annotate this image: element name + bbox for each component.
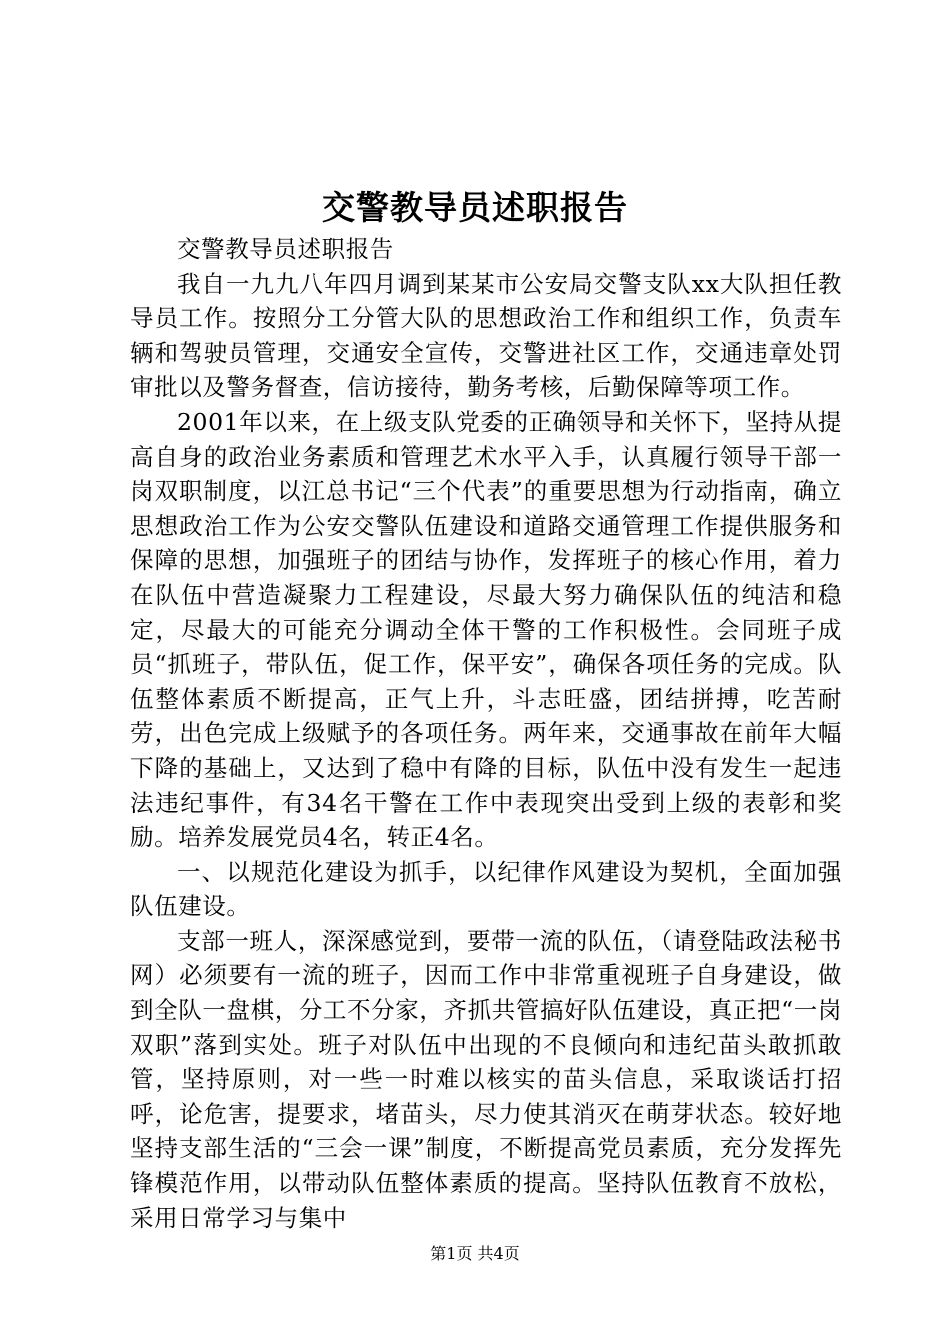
page-footer: 第1页 共4页: [430, 1244, 520, 1263]
document-body: [130, 232, 842, 1235]
section-heading-1: 一、以规范化建设为抓手，以纪律作风建设为契机，全面加强队伍建设。: [130, 857, 842, 921]
document-title: 交警教导员述职报告: [322, 188, 628, 227]
paragraph-team-building: 支部一班人，深深感觉到，要带一流的队伍，（请登陆政法秘书网）必须要有一流的班子，因而工作中非常重视班子自身建设，做到全队一盘棋，分工不分家，齐抓共管搞好队伍建设，真正把“一岗双职”落到实处。班子对队伍中出现的不良倾向和违纪苗头敢抓敢管，坚持原则，对一些一时难以核实的苗头信息，采取谈话打招呼，论危害，提要求，堵苗头，尽力使其消灭在萌芽状态。较好地坚持支部生活的“三会一课”制度，不断提高党员素质，充分发挥先锋模范作用，以带动队伍整体素质的提高。坚持队伍教育不放松，采用日常学习与集中: [130, 926, 842, 1232]
paragraph-heading-repeat: 交警教导员述职报告: [177, 235, 394, 263]
paragraph-intro: 我自一九九八年四月调到某某市公安局交警支队xx大队担任教导员工作。按照分工分管大队的思想政治工作和组织工作，负责车辆和驾驶员管理，交通安全宣传，交警进社区工作，交通违章处罚审批以及警务督查，信访接待，勤务考核，后勤保障等项工作。: [130, 269, 842, 402]
paragraph-achievements: 2001年以来，在上级支队党委的正确领导和关怀下，坚持从提高自身的政治业务素质和管理艺术水平入手，认真履行领导干部一岗双职制度，以江总书记“三个代表”的重要思想为行动指南，确立思想政治工作为公安交警队伍建设和道路交通管理工作提供服务和保障的思想，加强班子的团结与协作，发挥班子的核心作用，着力在队伍中营造凝聚力工程建设，尽最大努力确保队伍的纯洁和稳定，尽最大的可能充分调动全体干警的工作积极性。会同班子成员“抓班子，带队伍，促工作，保平安”，确保各项任务的完成。队伍整体素质不断提高，正气上升，斗志旺盛，团结拼搏，吃苦耐劳，出色完成上级赋予的各项任务。两年来，交通事故在前年大幅下降的基础上，又达到了稳中有降的目标，队伍中没有发生一起违法违纪事件，有34名干警在工作中表现突出受到上级的表彰和奖励。培养发展党员4名，转正4名。: [130, 407, 842, 852]
